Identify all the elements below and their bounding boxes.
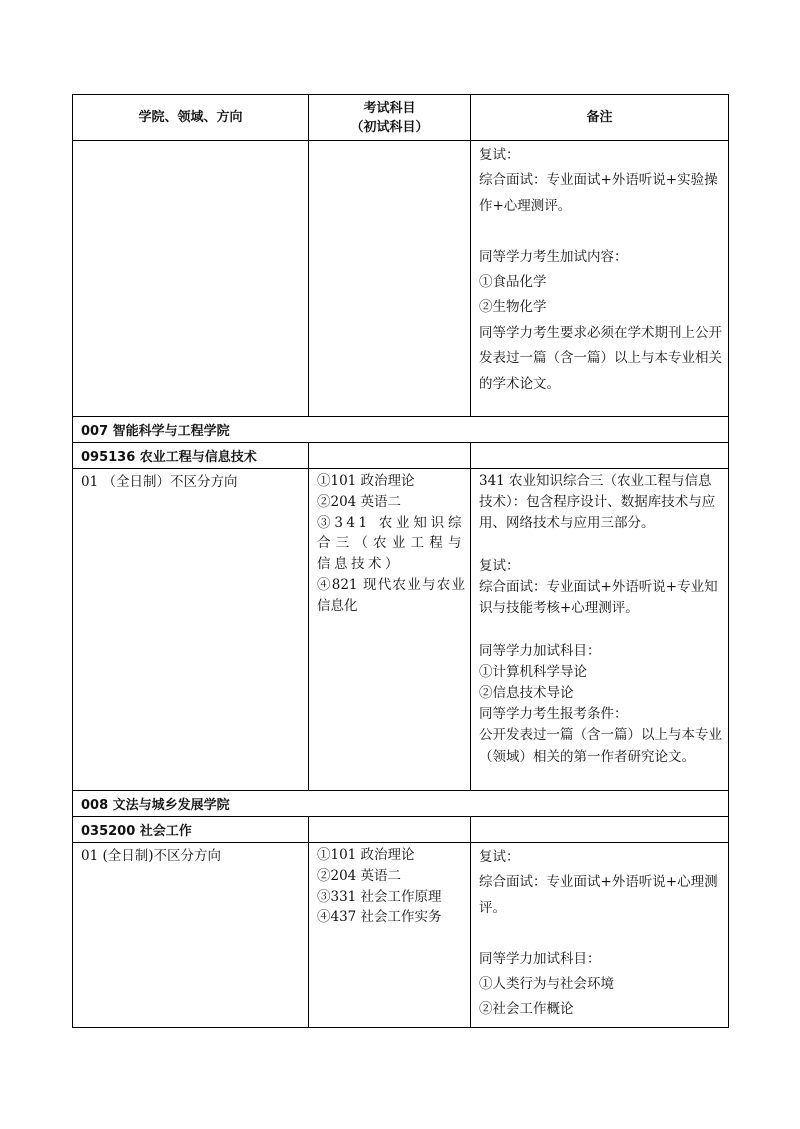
table-row — [73, 469, 729, 791]
notes-cell — [471, 469, 729, 791]
college-row — [73, 417, 729, 443]
empty-cell — [309, 817, 471, 843]
subject-item: ②204 英语二 — [317, 493, 402, 510]
major-row — [73, 817, 729, 843]
note-line: ②生物化学 — [479, 299, 547, 316]
empty-cell — [309, 443, 471, 469]
major-name: 095136 农业工程与信息技术 — [73, 443, 309, 469]
notes-list — [471, 843, 728, 1027]
subject-item: ①101 政治理论 — [317, 473, 415, 489]
note-line: ①人类行为与社会环境 — [479, 976, 614, 993]
empty-cell — [471, 443, 729, 469]
major-row — [73, 443, 729, 469]
note-spacer — [479, 619, 724, 640]
note-line: 341 农业知识综合三（农业工程与信息技术）：包含程序设计、数据库技术与应用、网络技术与应用三部分。 — [479, 473, 716, 532]
note-spacer — [479, 921, 724, 946]
subject-item: ②204 英语二 — [317, 867, 402, 884]
subjects-list — [309, 843, 470, 930]
notes-list — [471, 141, 728, 401]
empty-cell — [309, 141, 471, 417]
table-header-row — [73, 95, 729, 141]
note-line: 公开发表过一篇（含一篇）以上与本专业（领域）相关的第一作者研究论文。 — [479, 727, 722, 765]
note-line: 综合面试：专业面试+外语听说+实验操作+心理测评。 — [479, 172, 718, 214]
note-line: 综合面试：专业面试+外语听说+专业知识与技能考核+心理测评。 — [479, 579, 718, 617]
header-subjects-line1: 考试科目 — [363, 100, 416, 116]
notes-list — [471, 469, 728, 772]
note-line: 同等学力加试科目： — [479, 642, 601, 659]
note-line: 综合面试：专业面试+外语听说+心理测评。 — [479, 874, 718, 916]
empty-cell — [73, 141, 309, 417]
major-name: 035200 社会工作 — [73, 817, 309, 843]
header-college: 学院、领域、方向 — [73, 95, 309, 141]
notes-cell — [471, 843, 729, 1028]
direction-cell: 01 (全日制)不区分方向 — [73, 843, 309, 1028]
note-spacer — [479, 535, 724, 556]
college-name: 008 文法与城乡发展学院 — [73, 791, 729, 817]
subject-item: ④437 社会工作实务 — [317, 909, 442, 926]
subject-item: ③341 农业知识综合三（农业工程与信息技术） — [317, 514, 465, 573]
note-line: 同等学力考生加试内容： — [479, 248, 628, 265]
empty-cell — [471, 817, 729, 843]
subject-item: ③331 社会工作原理 — [317, 888, 442, 905]
subjects-cell — [309, 469, 471, 791]
subject-item: ④821 现代农业与农业信息化 — [317, 576, 465, 614]
header-subjects-line2: （初试科目） — [350, 119, 429, 135]
college-name: 007 智能科学与工程学院 — [73, 417, 729, 443]
table-row — [73, 141, 729, 417]
note-line: 同等学力加试科目： — [479, 950, 601, 967]
subjects-cell — [309, 843, 471, 1028]
note-line: 复试： — [479, 849, 520, 865]
note-line: 复试： — [479, 147, 520, 163]
header-notes: 备注 — [471, 95, 729, 141]
subjects-list — [309, 469, 470, 619]
college-row — [73, 791, 729, 817]
direction-cell: 01 （全日制）不区分方向 — [73, 469, 309, 791]
subject-item: ①101 政治理论 — [317, 847, 415, 863]
admission-table — [72, 94, 729, 1028]
table-row — [73, 843, 729, 1028]
note-line: 同等学力考生要求必须在学术期刊上公开发表过一篇（含一篇）以上与本专业相关的学术论文。 — [479, 324, 722, 392]
header-subjects — [309, 95, 471, 141]
note-line: 复试： — [479, 557, 520, 574]
note-line: ②信息技术导论 — [479, 685, 574, 701]
note-spacer — [479, 219, 724, 244]
note-line: ①食品化学 — [479, 274, 547, 291]
note-line: 同等学力考生报考条件： — [479, 706, 628, 723]
notes-cell — [471, 141, 729, 417]
note-line: ②社会工作概论 — [479, 1001, 574, 1018]
note-line: ①计算机科学导论 — [479, 663, 587, 680]
